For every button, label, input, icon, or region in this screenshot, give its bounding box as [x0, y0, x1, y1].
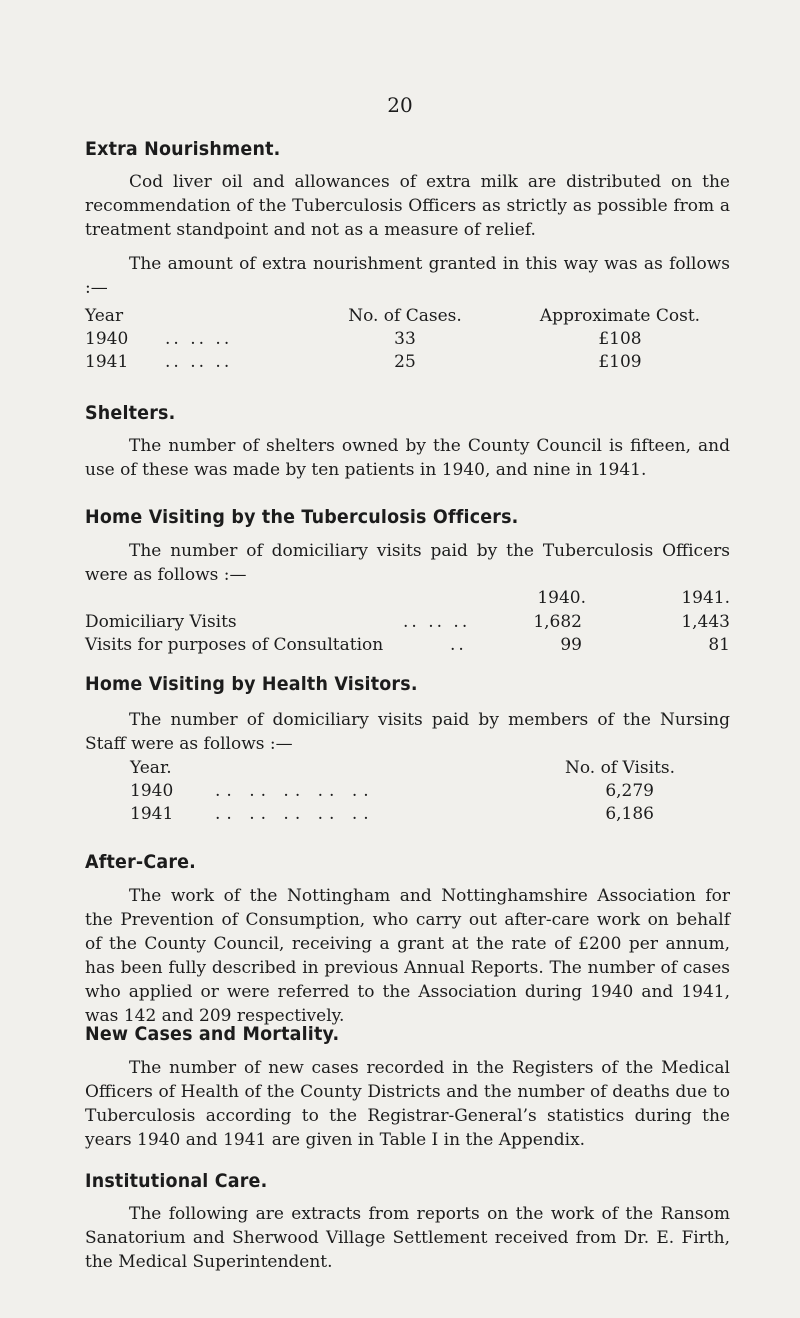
heading-new-cases-mortality: New Cases and Mortality. — [85, 1023, 340, 1045]
dot-leader: .. .. .. .. .. — [215, 804, 375, 824]
column-header-year: Year — [85, 306, 124, 326]
table-row-label: Domiciliary Visits — [85, 612, 237, 632]
heading-extra-nourishment: Extra Nourishment. — [85, 138, 281, 160]
table-row-year: 1940 — [85, 329, 129, 349]
dot-leader: .. .. .. — [165, 329, 233, 349]
paragraph-nourishment-amount: The amount of extra nourishment granted in this way was as follows :— — [85, 254, 730, 298]
paragraph-institutional-care: The following are extracts from reports on the work of the Ransom Sanatorium and Sherwood Village Settlement received from Dr. E. Firth, the Medical Superintendent. — [85, 1204, 730, 1272]
paragraph-new-cases: The number of new cases recorded in the Registers of the Medical Officers of Health of the County Districts and the number of deaths due to Tuberculosis according to the Registrar-General’s statistics during the years 1940 and 1941 are given in Table I in the Appendix. — [85, 1058, 730, 1150]
column-header-year: Year. — [130, 758, 172, 778]
table-row-visits: 6,186 — [605, 804, 654, 824]
table-row-visits: 6,279 — [605, 781, 654, 801]
page-number: 20 — [387, 93, 413, 117]
table-row-cases: 33 — [394, 329, 416, 349]
table-row-year: 1940 — [130, 781, 174, 801]
dot-leader: .. .. .. — [403, 612, 471, 632]
column-header-1940: 1940. — [537, 588, 586, 608]
paragraph-shelters: The number of shelters owned by the County Council is fifteen, and use of these was made by ten patients in 1940, and nine in 1941. — [85, 436, 730, 480]
paragraph-home-visiting-officers: The number of domiciliary visits paid by the Tuberculosis Officers were as follows :— — [85, 541, 730, 585]
heading-after-care: After-Care. — [85, 851, 196, 873]
table-row-cases: 25 — [394, 352, 416, 372]
heading-home-visiting-tuberculosis-officers: Home Visiting by the Tuberculosis Officers. — [85, 506, 519, 528]
dot-leader: .. .. .. .. .. — [215, 781, 375, 801]
dot-leader: .. — [450, 635, 467, 655]
table-row-label: Visits for purposes of Consultation — [85, 635, 384, 655]
column-header-cases: No. of Cases. — [348, 306, 462, 326]
heading-shelters: Shelters. — [85, 402, 176, 424]
table-row-year: 1941 — [85, 352, 129, 372]
heading-institutional-care: Institutional Care. — [85, 1170, 268, 1192]
paragraph-after-care: The work of the Nottingham and Nottinghamshire Association for the Prevention of Consumption, who carry out after-care work on behalf of the County Council, receiving a grant at the rate of £200 per annum, has been fully described in previous Annual Reports. The number of cases who applied or were referred to the Association during 1940 and 1941, was 142 and 209 respectively. — [85, 886, 730, 1026]
column-header-cost: Approximate Cost. — [539, 306, 701, 326]
table-row-year: 1941 — [130, 804, 174, 824]
column-header-1941: 1941. — [681, 588, 730, 608]
table-row-cost: £109 — [598, 352, 642, 372]
paragraph-home-visiting-health-visitors: The number of domiciliary visits paid by members of the Nursing Staff were as follows :— — [85, 710, 730, 754]
table-row-value-1940: 99 — [560, 635, 582, 655]
table-row-value-1940: 1,682 — [533, 612, 582, 632]
column-header-visits: No. of Visits. — [564, 758, 676, 778]
table-row-value-1941: 1,443 — [681, 612, 730, 632]
paragraph-extra-nourishment: Cod liver oil and allowances of extra milk are distributed on the recommendation of the Tuberculosis Officers as strictly as possible from a treatment standpoint and not as a measure of relief. — [85, 172, 730, 240]
dot-leader: .. .. .. — [165, 352, 233, 372]
table-row-value-1941: 81 — [708, 635, 730, 655]
table-row-cost: £108 — [598, 329, 642, 349]
heading-home-visiting-health-visitors: Home Visiting by Health Visitors. — [85, 673, 418, 695]
